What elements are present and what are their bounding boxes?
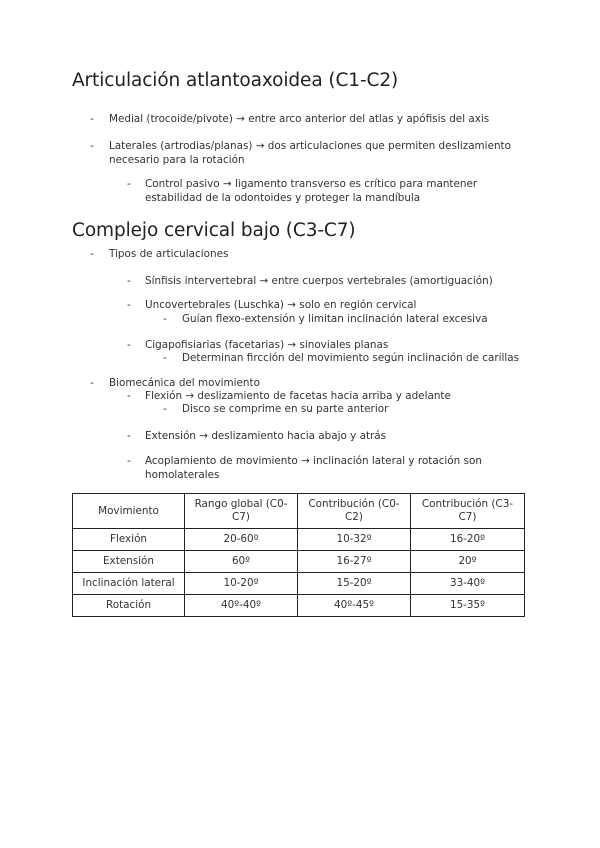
- bullet-dash: -: [127, 455, 131, 467]
- list-item: Medial (trocoide/pivote) → entre arco anterior del atlas y apófisis del axis: [109, 113, 490, 125]
- table-cell: Rotación: [73, 595, 185, 617]
- bullet-dash: -: [127, 390, 131, 402]
- table-cell: 20º: [411, 551, 525, 573]
- bullet-dash: -: [90, 140, 94, 152]
- table-cell: 16-20º: [411, 529, 525, 551]
- table-cell: 20-60º: [185, 529, 298, 551]
- header-contribucion-c3-c7: Contribución (C3-C7): [411, 494, 525, 529]
- table-cell: Inclinación lateral: [73, 573, 185, 595]
- bullet-dash: -: [127, 275, 131, 287]
- list-item: Acoplamiento de movimiento → inclinación lateral y rotación son homolaterales: [145, 455, 482, 481]
- list-item: Determinan fircción del movimiento según inclinación de carillas: [182, 352, 520, 364]
- header-contribucion-c0-c2: Contribución (C0-C2): [298, 494, 411, 529]
- list-item: Laterales (artrodias/planas) → dos articulaciones que permiten deslizamiento necesario para la rotación: [109, 140, 511, 166]
- table-row: [73, 529, 525, 551]
- table-cell: Extensión: [73, 551, 185, 573]
- section-title-atlantoaxoidea: Articulación atlantoaxoidea (C1-C2): [72, 70, 399, 91]
- table-row: [73, 573, 525, 595]
- list-item: Extensión → deslizamiento hacia abajo y atrás: [145, 430, 387, 442]
- bullet-dash: -: [90, 377, 94, 389]
- list-item: Control pasivo → ligamento transverso es crítico para mantener estabilidad de la odontoides y proteger la mandíbula: [145, 178, 478, 204]
- table-cell: 40º-45º: [298, 595, 411, 617]
- table-row: [73, 551, 525, 573]
- list-item: Tipos de articulaciones: [109, 248, 229, 260]
- table-cell: 16-27º: [298, 551, 411, 573]
- table-cell: 60º: [185, 551, 298, 573]
- table-cell: 15-35º: [411, 595, 525, 617]
- list-item: Biomecánica del movimiento: [109, 377, 260, 389]
- header-rango-global: Rango global (C0-C7): [185, 494, 298, 529]
- list-item: Flexión → deslizamiento de facetas hacia arriba y adelante: [145, 390, 451, 402]
- table-row: [73, 595, 525, 617]
- bullet-dash: -: [127, 178, 131, 190]
- bullet-dash: -: [90, 248, 94, 260]
- table-cell: 10-32º: [298, 529, 411, 551]
- table-header-row: [73, 494, 525, 529]
- list-item: Cigapofisiarias (facetarias) → sinoviales planas: [145, 339, 389, 351]
- table-cell: Flexión: [73, 529, 185, 551]
- bullet-dash: -: [127, 339, 131, 351]
- list-item: Guían flexo-extensión y limitan inclinación lateral excesiva: [182, 313, 488, 325]
- table-cell: 40º-40º: [185, 595, 298, 617]
- movement-range-table: [72, 493, 525, 617]
- bullet-dash: -: [163, 352, 167, 364]
- table-cell: 33-40º: [411, 573, 525, 595]
- list-item: Sínfisis intervertebral → entre cuerpos vertebrales (amortiguación): [145, 275, 493, 287]
- section-title-cervical-bajo: Complejo cervical bajo (C3-C7): [72, 220, 356, 241]
- bullet-dash: -: [90, 113, 94, 125]
- bullet-dash: -: [163, 403, 167, 415]
- table-cell: 10-20º: [185, 573, 298, 595]
- bullet-dash: -: [127, 299, 131, 311]
- list-item: Disco se comprime en su parte anterior: [182, 403, 389, 415]
- list-item: Uncovertebrales (Luschka) → solo en región cervical: [145, 299, 417, 311]
- table-cell: 15-20º: [298, 573, 411, 595]
- bullet-dash: -: [127, 430, 131, 442]
- bullet-dash: -: [163, 313, 167, 325]
- header-movimiento: Movimiento: [73, 494, 185, 529]
